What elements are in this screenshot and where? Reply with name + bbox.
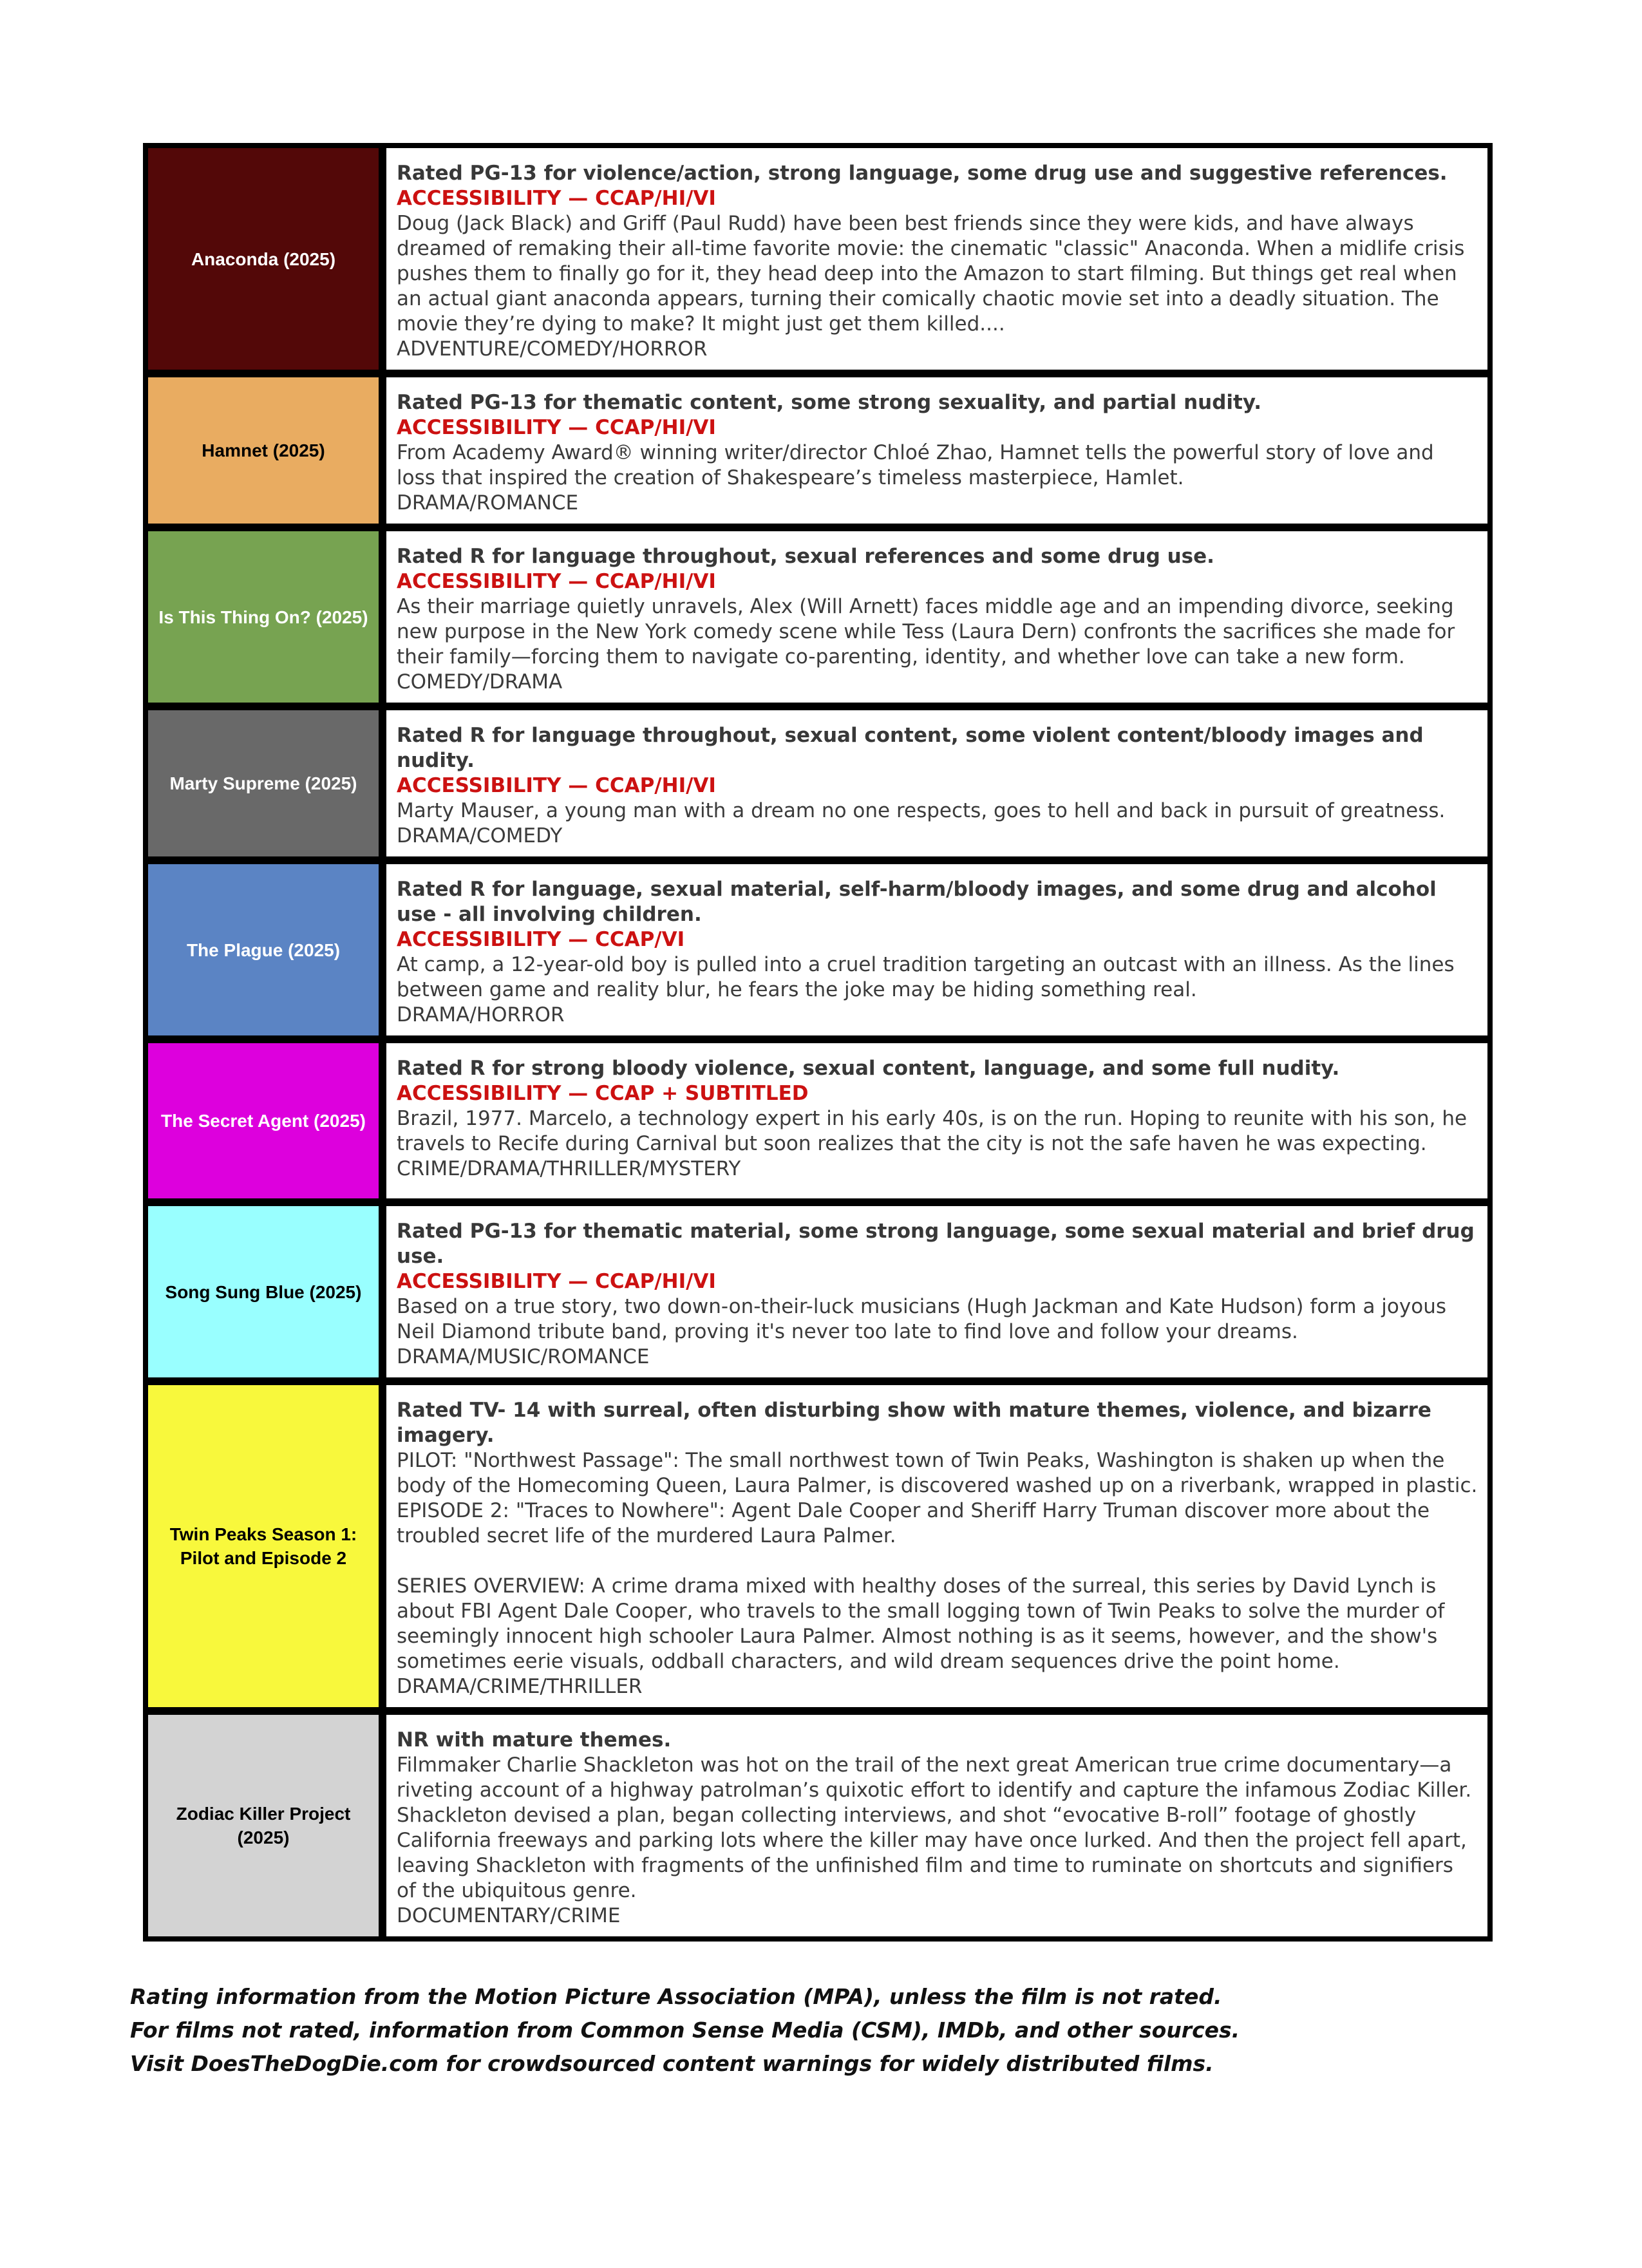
rating-line: NR with mature themes. (397, 1728, 672, 1752)
movie-title-cell (148, 1206, 386, 1377)
movie-title-cell (148, 710, 386, 856)
movie-title: Twin Peaks Season 1: Pilot and Episode 2 (169, 1524, 357, 1568)
movie-title-cell (148, 1043, 386, 1198)
movie-description-cell (386, 710, 1487, 856)
synopsis (397, 952, 1478, 1003)
synopsis-paragraph: Based on a true story, two down-on-their-luck musicians (Hugh Jackman and Kate Hudson) form a joyous Neil Diamond tribute band, proving it's never too late to find love and follow your dreams. (397, 1295, 1446, 1343)
synopsis-paragraph: As their marriage quietly unravels, Alex (Will Arnett) faces middle age and an impending divorce, seeking new purpose in the New York comedy scene while Tess (Laura Dern) confronts the sacrifices she made for their family—forcing them to navigate co-parenting, identity, and whether love can take a new form. (397, 595, 1455, 668)
table-row (148, 1715, 1487, 1936)
genre-line: DOCUMENTARY/CRIME (397, 1904, 621, 1927)
table-row (148, 710, 1487, 864)
synopsis-paragraph: Filmmaker Charlie Shackleton was hot on the trail of the next great American true crime documentary—a riveting account of a highway patrolman’s quixotic effort to identify and capture the infamous Zodiac Killer. Shackleton devised a plan, began collecting interviews, and shot “evocative B-roll” footage of ghostly California freeways and parking lots where the killer may have once lurked. And then the project fell apart, leaving Shackleton with fragments of the unfinished film and time to ruminate on shortcuts and signifiers of the ubiquitous genre. (397, 1753, 1472, 1902)
movie-title-cell (148, 1715, 386, 1936)
accessibility-line: ACCESSIBILITY — CCAP + SUBTITLED (397, 1082, 809, 1105)
movie-title: Marty Supreme (2025) (169, 773, 357, 793)
movie-description-cell (386, 1385, 1487, 1707)
movie-title: The Plague (2025) (186, 940, 341, 960)
rating-line: Rated R for language throughout, sexual content, some violent content/bloody images and nudity. (397, 724, 1424, 772)
movie-title: The Secret Agent (2025) (161, 1111, 366, 1131)
footer-line: Visit DoesTheDogDie.com for crowdsourced content warnings for widely distributed films. (130, 2051, 1214, 2076)
synopsis (397, 594, 1478, 670)
page (0, 143, 1642, 2268)
synopsis (397, 1753, 1478, 1904)
genre-line: DRAMA/ROMANCE (397, 491, 579, 515)
table-row (148, 377, 1487, 531)
movie-title-cell (148, 377, 386, 524)
synopsis-paragraph (397, 1549, 1478, 1574)
movie-title: Hamnet (2025) (202, 440, 325, 460)
accessibility-line: ACCESSIBILITY — CCAP/HI/VI (397, 1270, 716, 1293)
table-row (148, 864, 1487, 1043)
accessibility-line: ACCESSIBILITY — CCAP/HI/VI (397, 570, 716, 593)
footer-line: For films not rated, information from Common Sense Media (CSM), IMDb, and other sources. (130, 2018, 1240, 2043)
movie-title-cell (148, 864, 386, 1035)
footer-notes (130, 1980, 1642, 2081)
table-row (148, 1385, 1487, 1715)
rating-line: Rated PG-13 for violence/action, strong language, some drug use and suggestive references. (397, 162, 1448, 185)
table-row (148, 1206, 1487, 1385)
genre-line: DRAMA/HORROR (397, 1003, 565, 1026)
movie-description-cell (386, 531, 1487, 703)
movie-title: Anaconda (2025) (191, 249, 336, 269)
synopsis-paragraph: Marty Mauser, a young man with a dream no one respects, goes to hell and back in pursuit of greatness. (397, 799, 1446, 822)
synopsis (397, 440, 1478, 491)
genre-line: DRAMA/CRIME/THRILLER (397, 1675, 643, 1698)
rating-line: Rated PG-13 for thematic content, some strong sexuality, and partial nudity. (397, 391, 1261, 414)
movie-description-cell (386, 377, 1487, 524)
table-row (148, 148, 1487, 377)
rating-line: Rated R for language, sexual material, self-harm/bloody images, and some drug and alcohol use - all involving children. (397, 878, 1437, 926)
rating-line: Rated TV- 14 with surreal, often disturbing show with mature themes, violence, and bizarre imagery. (397, 1399, 1431, 1447)
movie-description-cell (386, 1715, 1487, 1936)
synopsis-paragraph: SERIES OVERVIEW: A crime drama mixed with healthy doses of the surreal, this series by David Lynch is about FBI Agent Dale Cooper, who travels to the small logging town of Twin Peaks to solve the murder of seemingly innocent high schooler Laura Palmer. Almost nothing is as it seems, however, and the show's sometimes eerie visuals, oddball characters, and wild dream sequences drive the point home. (397, 1574, 1445, 1673)
rating-line: Rated R for language throughout, sexual references and some drug use. (397, 545, 1214, 568)
movie-title: Song Sung Blue (2025) (165, 1281, 362, 1302)
genre-line: CRIME/DRAMA/THRILLER/MYSTERY (397, 1157, 741, 1180)
table-row (148, 531, 1487, 710)
rating-line: Rated PG-13 for thematic material, some strong language, some sexual material and brief drug use. (397, 1220, 1475, 1268)
movie-description-cell (386, 864, 1487, 1035)
movie-title-cell (148, 148, 386, 370)
genre-line: COMEDY/DRAMA (397, 670, 563, 694)
synopsis-paragraph: At camp, a 12-year-old boy is pulled into a cruel tradition targeting an outcast with an illness. As the lines between game and reality blur, he fears the joke may be hiding something real. (397, 953, 1455, 1001)
movie-description-cell (386, 1206, 1487, 1377)
synopsis-paragraph: Doug (Jack Black) and Griff (Paul Rudd) have been best friends since they were kids, and have always dreamed of remaking their all-time favorite movie: the cinematic "classic" Anaconda. When a midlife crisis pushes them to finally go for it, they head deep into the Amazon to start filming. But things get real when an actual giant anaconda appears, turning their comically chaotic movie set into a deadly situation. The movie they’re dying to make? It might just get them killed.... (397, 212, 1465, 335)
accessibility-line: ACCESSIBILITY — CCAP/HI/VI (397, 187, 716, 210)
accessibility-line: ACCESSIBILITY — CCAP/HI/VI (397, 774, 716, 797)
genre-line: DRAMA/COMEDY (397, 824, 563, 847)
movie-title: Is This Thing On? (2025) (158, 607, 368, 627)
accessibility-line: ACCESSIBILITY — CCAP/VI (397, 928, 685, 951)
table-row (148, 1043, 1487, 1206)
synopsis (397, 1106, 1478, 1157)
genre-line: DRAMA/MUSIC/ROMANCE (397, 1345, 650, 1368)
rating-line: Rated R for strong bloody violence, sexual content, language, and some full nudity. (397, 1057, 1340, 1080)
movie-title: Zodiac Killer Project (2025) (176, 1804, 351, 1847)
synopsis (397, 799, 1478, 824)
movie-description-cell (386, 1043, 1487, 1198)
genre-line: ADVENTURE/COMEDY/HORROR (397, 337, 708, 361)
footer-line: Rating information from the Motion Picture Association (MPA), unless the film is not rated. (130, 1984, 1222, 2009)
synopsis (397, 1448, 1478, 1674)
accessibility-line: ACCESSIBILITY — CCAP/HI/VI (397, 416, 716, 439)
synopsis (397, 211, 1478, 337)
movie-title-cell (148, 531, 386, 703)
synopsis-paragraph: Brazil, 1977. Marcelo, a technology expert in his early 40s, is on the run. Hoping to reunite with his son, he travels to Recife during Carnival but soon realizes that the city is not the safe haven he was expecting. (397, 1107, 1467, 1155)
movie-ratings-table (143, 143, 1493, 1942)
synopsis-paragraph: From Academy Award® winning writer/director Chloé Zhao, Hamnet tells the powerful story of love and loss that inspired the creation of Shakespeare’s timeless masterpiece, Hamlet. (397, 441, 1434, 489)
movie-title-cell (148, 1385, 386, 1707)
synopsis (397, 1294, 1478, 1345)
synopsis-paragraph: PILOT: "Northwest Passage": The small northwest town of Twin Peaks, Washington is shaken up when the body of the Homecoming Queen, Laura Palmer, is discovered washed up on a riverbank, wrapped in plastic. (397, 1449, 1478, 1497)
movie-description-cell (386, 148, 1487, 370)
synopsis-paragraph: EPISODE 2: "Traces to Nowhere": Agent Dale Cooper and Sheriff Harry Truman discover more about the troubled secret life of the murdered Laura Palmer. (397, 1499, 1430, 1547)
